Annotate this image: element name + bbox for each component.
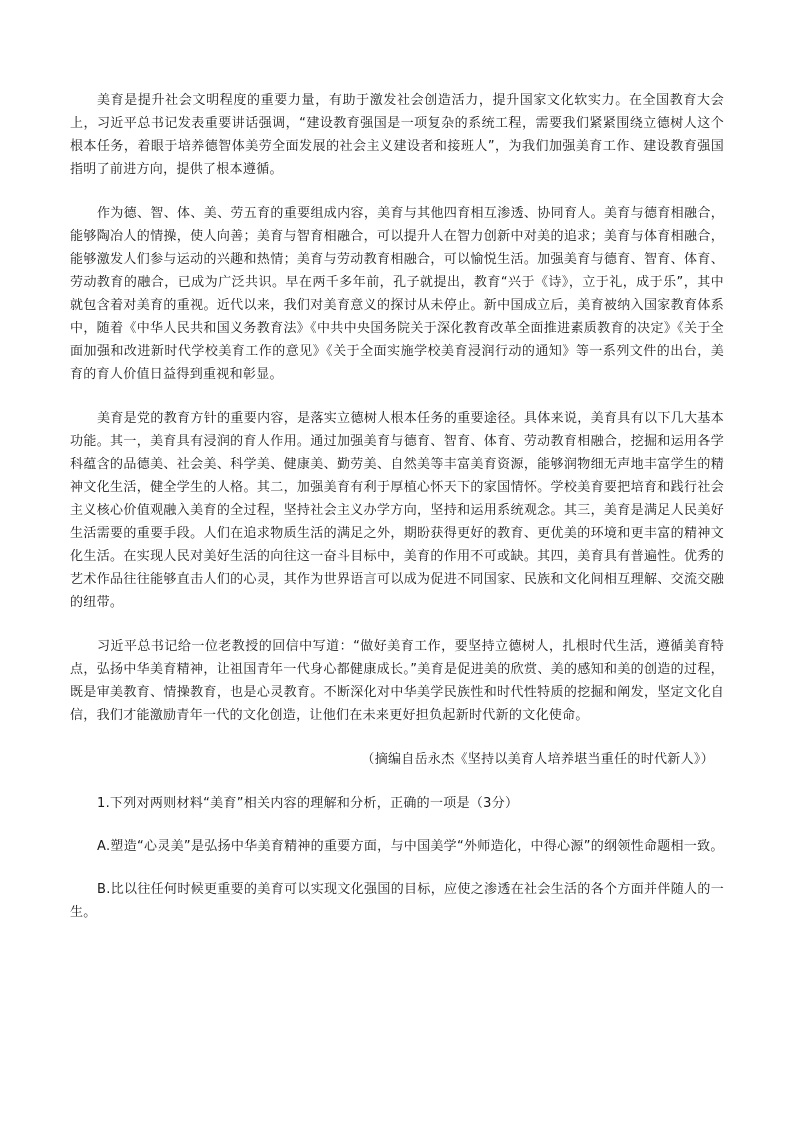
article-paragraph-2: 作为德、智、体、美、劳五育的重要组成内容，美育与其他四育相互渗透、协同育人。美育与德育相融合，能够陶冶人的情操，使人向善；美育与智育相融合，可以提升人在智力创新中对美的追求；美育与体育相融合，能够激发人们参与运动的兴趣和热情；美育与劳动教育相融合，可以愉悦生活。加强美育与德育、智育、体育、劳动教育的融合，已成为广泛共识。早在两千多年前，孔子就提出，教育“兴于《诗》，立于礼，成于乐”，其中就包含着对美育的重视。近代以来，我们对美育意义的探讨从未停止。新中国成立后，美育被纳入国家教育体系中，随着《中华人民共和国义务教育法》《中共中央国务院关于深化教育改革全面推进素质教育的决定》《关于全面加强和改进新时代学校美育工作的意见》《关于全面实施学校美育浸润行动的通知》等一系列文件的出台，美育的育人价值日益得到重视和彰显。 bbox=[70, 206, 724, 382]
document-body bbox=[70, 89, 724, 944]
article-paragraph-4: 习近平总书记给一位老教授的回信中写道：“做好美育工作，要坚持立德树人，扎根时代生活，遵循美育特点，弘扬中华美育精神，让祖国青年一代身心都健康成长。”美育是促进美的欣赏、美的感知和美的创造的过程，既是审美教育、情操教育，也是心灵教育。不断深化对中华美学民族性和时代性特质的挖掘和阐发，坚定文化自信，我们才能激励青年一代的文化创造，让他们在未来更好担负起新时代新的文化使命。 bbox=[70, 639, 724, 723]
question-option-a: A.塑造“心灵美”是弘扬中华美育精神的重要方面，与中国美学“外师造化，中得心源”的纲领性命题相一致。 bbox=[97, 839, 724, 854]
question-stem: 1.下列对两则材料“美育”相关内容的理解和分析，正确的一项是（3分） bbox=[97, 796, 519, 811]
article-source: （摘编自岳永杰《坚持以美育人培养堪当重任的时代新人》） bbox=[361, 752, 714, 767]
article-paragraph-1: 美育是提升社会文明程度的重要力量，有助于激发社会创造活力，提升国家文化软实力。在全国教育大会上，习近平总书记发表重要讲话强调，“建设教育强国是一项复杂的系统工程，需要我们紧紧围绕立德树人这个根本任务，着眼于培养德智体美劳全面发展的社会主义建设者和接班人”，为我们加强美育工作、建设教育强国指明了前进方向，提供了根本遵循。 bbox=[70, 93, 724, 177]
article-paragraph-3: 美育是党的教育方针的重要内容，是落实立德树人根本任务的重要途径。具体来说，美育具有以下几大基本功能。其一，美育具有浸润的育人作用。通过加强美育与德育、智育、体育、劳动教育相融合，挖掘和运用各学科蕴含的品德美、社会美、科学美、健康美、勤劳美、自然美等丰富美育资源，能够润物细无声地丰富学生的精神文化生活，健全学生的人格。其二，加强美育有利于厚植心怀天下的家国情怀。学校美育要把培育和践行社会主义核心价值观融入美育的全过程，坚持社会主义办学方向，坚持和运用系统观念。其三，美育是满足人民美好生活需要的重要手段。人们在追求物质生活的满足之外，期盼获得更好的教育、更优美的环境和更丰富的精神文化生活。在实现人民对美好生活的向往这一奋斗目标中，美育的作用不可或缺。其四，美育具有普遍性。优秀的艺术作品往往能够直击人们的心灵，其作为世界语言可以成为促进不同国家、民族和文化间相互理解、交流交融的纽带。 bbox=[70, 411, 724, 610]
question-option-b: B.比以往任何时候更重要的美育可以实现文化强国的目标，应使之渗透在社会生活的各个方面并伴随人的一生。 bbox=[70, 882, 724, 920]
